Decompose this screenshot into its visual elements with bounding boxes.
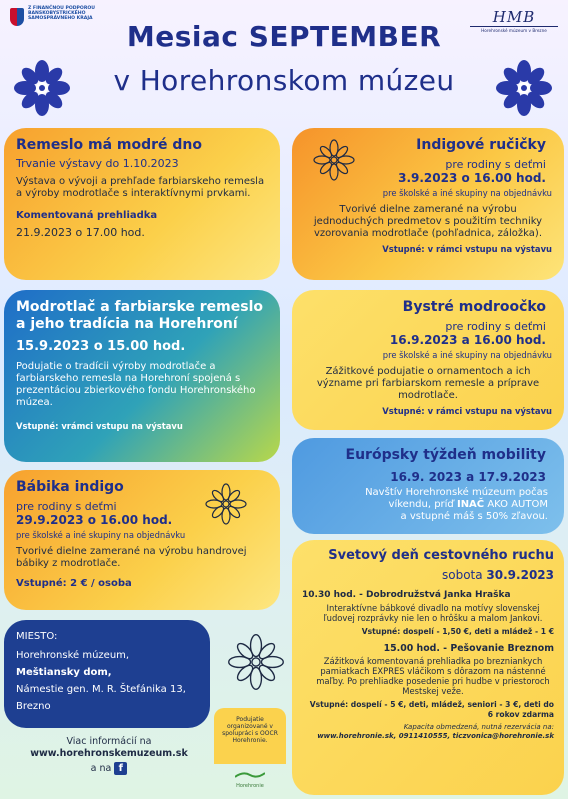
blue-flower-icon [14, 60, 70, 116]
logo-hmb-text: Horehronské múzeum v Brezne [470, 26, 558, 33]
page-title-line2: v Horehronskom múzeu [113, 64, 455, 97]
card-svetovy-event2-desc: Zážitková komentovaná prehliadka po brezniankych pamiatkach EXPRES vláčikom s dôrazom na nástenné maľby. Po prehliadke posedenie pri hudbe v priestoroch Mestskej veže. [316, 656, 550, 696]
card-babika-date: 29.9.2023 o 16.00 hod. [16, 513, 173, 527]
card-babika-entry: Vstupné: 2 € / osoba [16, 578, 132, 589]
card-modrotlac-entry: Vstupné: vrámci vstupu na výstavu [16, 421, 183, 431]
card-svetovy-date: 30.9.2023 [486, 568, 554, 582]
card-mobility-desc-line1: Navštív Horehronské múzeum počas [365, 487, 548, 498]
footer-more-info: Viac informácií na [66, 736, 152, 747]
partner-note: Podujatie organizované v spolupráci s OOCR Horehronie. [222, 716, 278, 744]
card-svetovy-contact: www.horehronie.sk, 0911410555, ticzvonica@horehronie.sk [317, 732, 554, 740]
card-babika-desc: Tvorivé dielne zamerané na výrobu handrovej bábiky z modrotlače. [16, 546, 247, 569]
card-modrotlac-title: Modrotlač a farbiarske remeslo a jeho tradícia na Horehroní [16, 299, 264, 332]
card-bystre-schools: pre školské a iné skupiny na objednávku [382, 350, 552, 360]
card-remeslo-guided-label: Komentovaná prehliadka [16, 210, 158, 221]
page-title-line1: Mesiac SEPTEMBER [126, 20, 442, 53]
card-svetovy-event2-title: 15.00 hod. - Pešovanie Breznom [383, 643, 554, 654]
card-modrotlac [4, 290, 280, 462]
card-svetovy-title: Svetový deň cestovného ruchu [328, 548, 554, 563]
card-miesto-line2: Meštiansky dom, [16, 667, 112, 678]
outline-flower-icon [204, 482, 248, 526]
outline-flower-icon [226, 632, 286, 692]
logo-horehronie [226, 764, 274, 789]
card-remeslo-desc: Výstava o vývoji a prehľade farbiarskeho remesla a výroby modrotlače s interaktívnymi prvkami. [16, 176, 265, 199]
card-miesto [4, 620, 210, 728]
footer-and-on: a na [90, 763, 112, 774]
card-bystre-desc: Zážitkové podujatie o ornamentoch a ich význame pri farbiarskom remesle a príprave modrotlače. [316, 366, 540, 401]
card-svetovy-date-line [302, 568, 554, 582]
footer-fb-line [4, 762, 214, 776]
outline-flower-icon [312, 138, 356, 182]
card-svetovy-date-prefix: sobota [441, 568, 487, 582]
card-svetovy-event2-entry: Vstupné: dospelí - 5 €, deti, mládež, seniori - 3 €, deti do 6 rokov zdarma [309, 700, 554, 719]
card-mobility-desc-line3: a vstupné máš s 50% zľavou. [400, 511, 548, 522]
card-bystre-title: Bystré modroočko [402, 299, 546, 315]
card-miesto-line3: Námestie gen. M. R. Štefánika 13, [16, 684, 186, 695]
card-svetovy [292, 540, 564, 795]
logo-hmb-mark: HMB [492, 8, 536, 26]
card-indigove-schools: pre školské a iné skupiny na objednávku [382, 188, 552, 198]
card-mobility [292, 438, 564, 534]
logo-bbsk-text: Z FINANČNOU PODPOROU BANSKOBYSTRICKÉHO SAMOSPRÁVNEHO KRAJA [28, 6, 96, 22]
horehronie-wave-icon [235, 771, 265, 779]
card-babika [4, 470, 280, 610]
card-indigove-title: Indigové ručičky [416, 137, 546, 153]
partner-panel [214, 708, 286, 764]
card-svetovy-event1-title: 10.30 hod. - Dobrodružstvá Janka Hraška [302, 590, 511, 600]
blue-flower-icon [496, 60, 552, 116]
card-mobility-title: Európsky týždeň mobility [345, 447, 546, 463]
card-bystre-date: 16.9.2023 a 16.00 hod. [389, 333, 546, 347]
card-indigove-families: pre rodiny s deťmi [445, 158, 546, 171]
card-remeslo-guided-date: 21.9.2023 o 17.00 hod. [16, 226, 145, 239]
card-svetovy-event1-desc: Interaktívne bábkové divadlo na motívy slovenskej ľudovej rozprávky nie len o hrôšku a malom Jankovi. [323, 603, 543, 623]
card-bystre-entry: Vstupné: v rámci vstupu na výstavu [382, 406, 552, 416]
card-mobility-desc-line2-a: víkendu, príď [388, 499, 457, 510]
facebook-icon[interactable]: f [114, 762, 127, 775]
card-babika-title: Bábika indigo [16, 479, 124, 495]
card-svetovy-capacity: Kapacita obmedzená, nutná rezervácia na: [403, 723, 554, 731]
footer-url-link[interactable]: www.horehronskemuzeum.sk [30, 748, 188, 759]
card-miesto-line4: Brezno [16, 701, 51, 712]
card-babika-families: pre rodiny s deťmi [16, 500, 117, 513]
card-miesto-label: MIESTO: [16, 631, 58, 642]
card-indigove-entry: Vstupné: v rámci vstupu na výstavu [382, 244, 552, 254]
logo-horehronie-text: Horehronie [236, 783, 264, 789]
card-babika-schools: pre školské a iné skupiny na objednávku [16, 530, 186, 540]
card-miesto-line1: Horehronské múzeum, [16, 650, 130, 661]
card-modrotlac-desc: Podujatie o tradícii výroby modrotlače a farbiarskeho remesla na Horehroní spojená s prezentáciou zbierkového fondu Horehronského múzea. [16, 361, 256, 408]
card-indigove [292, 128, 564, 280]
card-remeslo-subtitle: Trvanie výstavy do 1.10.2023 [16, 157, 179, 170]
card-svetovy-event1-entry: Vstupné: dospelí - 1,50 €, deti a mládež - 1 € [361, 627, 554, 636]
card-indigove-desc: Tvorivé dielne zamerané na výrobu jednoduchých predmetov s použitím techniky vzorovania modrotlače (pohľadnica, záložka). [313, 204, 543, 239]
card-bystre [292, 290, 564, 430]
card-indigove-date: 3.9.2023 o 16.00 hod. [398, 171, 546, 185]
card-modrotlac-date: 15.9.2023 o 15.00 hod. [16, 339, 186, 354]
card-mobility-desc-line2 [304, 499, 548, 511]
card-mobility-desc-line2-c: AKO AUTOM [484, 499, 548, 510]
card-mobility-dates: 16.9. 2023 a 17.9.2023 [390, 470, 546, 484]
footer-info [4, 736, 214, 776]
card-bystre-families: pre rodiny s deťmi [445, 320, 546, 333]
card-mobility-desc-line2-emph: INAČ [456, 499, 485, 510]
card-remeslo-title: Remeslo má modré dno [16, 137, 202, 153]
card-remeslo [4, 128, 280, 280]
